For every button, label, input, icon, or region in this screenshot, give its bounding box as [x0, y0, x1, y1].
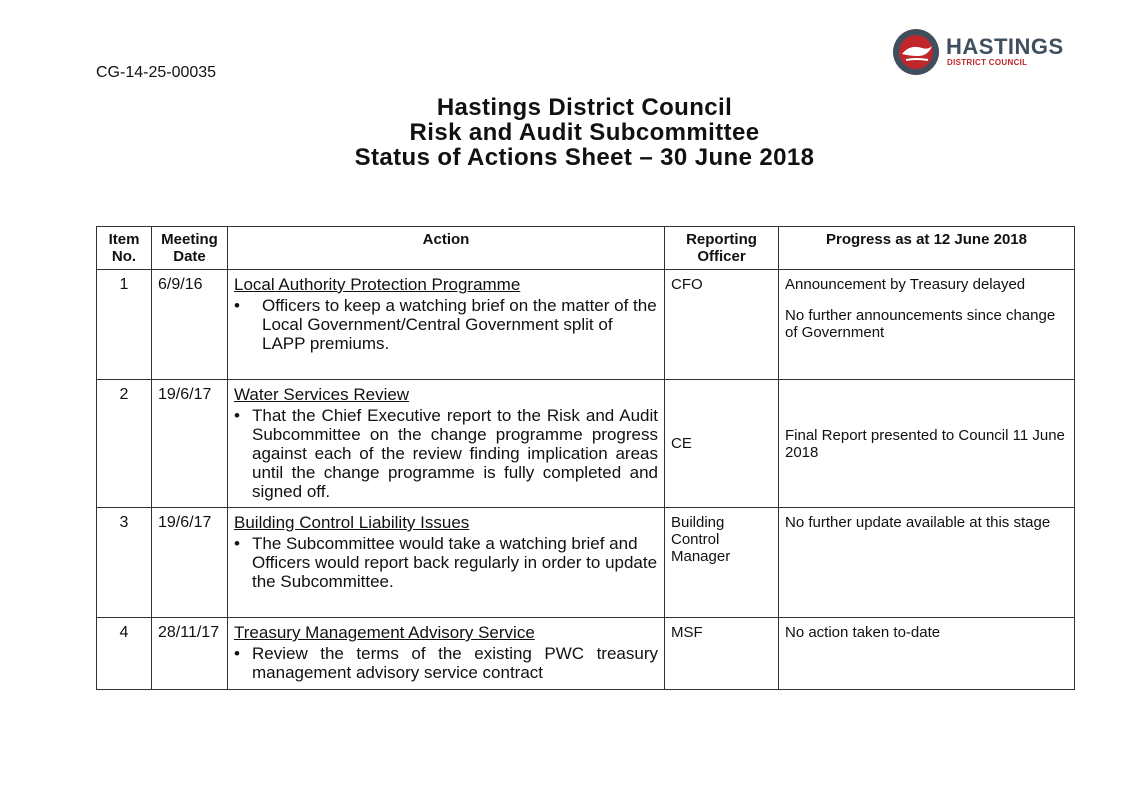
table-row	[97, 508, 1075, 618]
table-row	[97, 270, 1075, 380]
table-row	[97, 618, 1075, 690]
meeting-date: 19/6/17	[152, 508, 228, 618]
meeting-date: 6/9/16	[152, 270, 228, 380]
reporting-officer: CE	[665, 380, 779, 508]
action-text: Review the terms of the existing PWC treasury management advisory service contract	[252, 644, 658, 682]
action-text: Officers to keep a watching brief on the matter of the Local Government/Central Government split of LAPP premiums.	[262, 296, 657, 353]
table-row	[97, 380, 1075, 508]
progress-note: No further announcements since change of Government	[785, 307, 1056, 341]
progress-cell	[779, 618, 1075, 690]
item-number: 2	[97, 380, 152, 508]
action-text: That the Chief Executive report to the Risk and Audit Subcommittee on the change programme progress against each of the review finding implication areas until the change programme is fully completed and signed off.	[252, 406, 658, 501]
meeting-date: 28/11/17	[152, 618, 228, 690]
council-logo	[892, 28, 1062, 78]
action-text: The Subcommittee would take a watching brief and Officers would report back regularly in order to update the Subcommittee.	[252, 534, 658, 591]
reporting-officer: CFO	[665, 270, 779, 380]
action-title: Water Services Review	[234, 385, 410, 404]
progress-note: No further update available at this stage	[785, 514, 1051, 531]
header-meeting-date: Meeting Date	[152, 227, 228, 270]
progress-cell	[779, 270, 1075, 380]
action-title: Building Control Liability Issues	[234, 513, 470, 532]
action-bullet	[234, 534, 658, 591]
item-number: 4	[97, 618, 152, 690]
document-reference: CG-14-25-00035	[96, 64, 217, 81]
header-item-no: Item No.	[97, 227, 152, 270]
header-progress: Progress as at 12 June 2018	[779, 227, 1075, 270]
action-bullet	[234, 296, 658, 353]
title-line-2: Risk and Audit Subcommittee	[409, 119, 760, 146]
action-bullet	[234, 406, 658, 501]
bullet-icon: •	[234, 644, 240, 663]
hastings-emblem-icon	[892, 28, 940, 76]
action-cell	[228, 618, 665, 690]
action-title: Local Authority Protection Programme	[234, 275, 521, 294]
reporting-officer: MSF	[665, 618, 779, 690]
action-cell	[228, 380, 665, 508]
bullet-icon: •	[234, 296, 240, 315]
progress-cell	[779, 380, 1075, 508]
item-number: 3	[97, 508, 152, 618]
logo-wordmark: HASTINGS	[946, 34, 1064, 59]
title-line-3: Status of Actions Sheet – 30 June 2018	[354, 144, 815, 171]
reporting-officer: Building Control Manager	[665, 508, 779, 618]
header-reporting-officer: Reporting Officer	[665, 227, 779, 270]
title-line-1: Hastings District Council	[436, 94, 733, 121]
progress-cell	[779, 508, 1075, 618]
item-number: 1	[97, 270, 152, 380]
bullet-icon: •	[234, 406, 240, 425]
progress-note: Announcement by Treasury delayed	[785, 276, 1026, 293]
action-bullet	[234, 644, 658, 682]
page-title	[0, 95, 1127, 170]
bullet-icon: •	[234, 534, 240, 553]
progress-note: No action taken to-date	[785, 624, 941, 641]
progress-note: Final Report presented to Council 11 June 2018	[785, 426, 1065, 461]
header-action: Action	[228, 227, 665, 270]
table-header-row	[97, 227, 1075, 270]
meeting-date: 19/6/17	[152, 380, 228, 508]
action-title: Treasury Management Advisory Service	[234, 623, 535, 642]
actions-table	[96, 226, 1075, 690]
action-cell	[228, 270, 665, 380]
logo-subtitle: DISTRICT COUNCIL	[947, 58, 1028, 67]
action-cell	[228, 508, 665, 618]
